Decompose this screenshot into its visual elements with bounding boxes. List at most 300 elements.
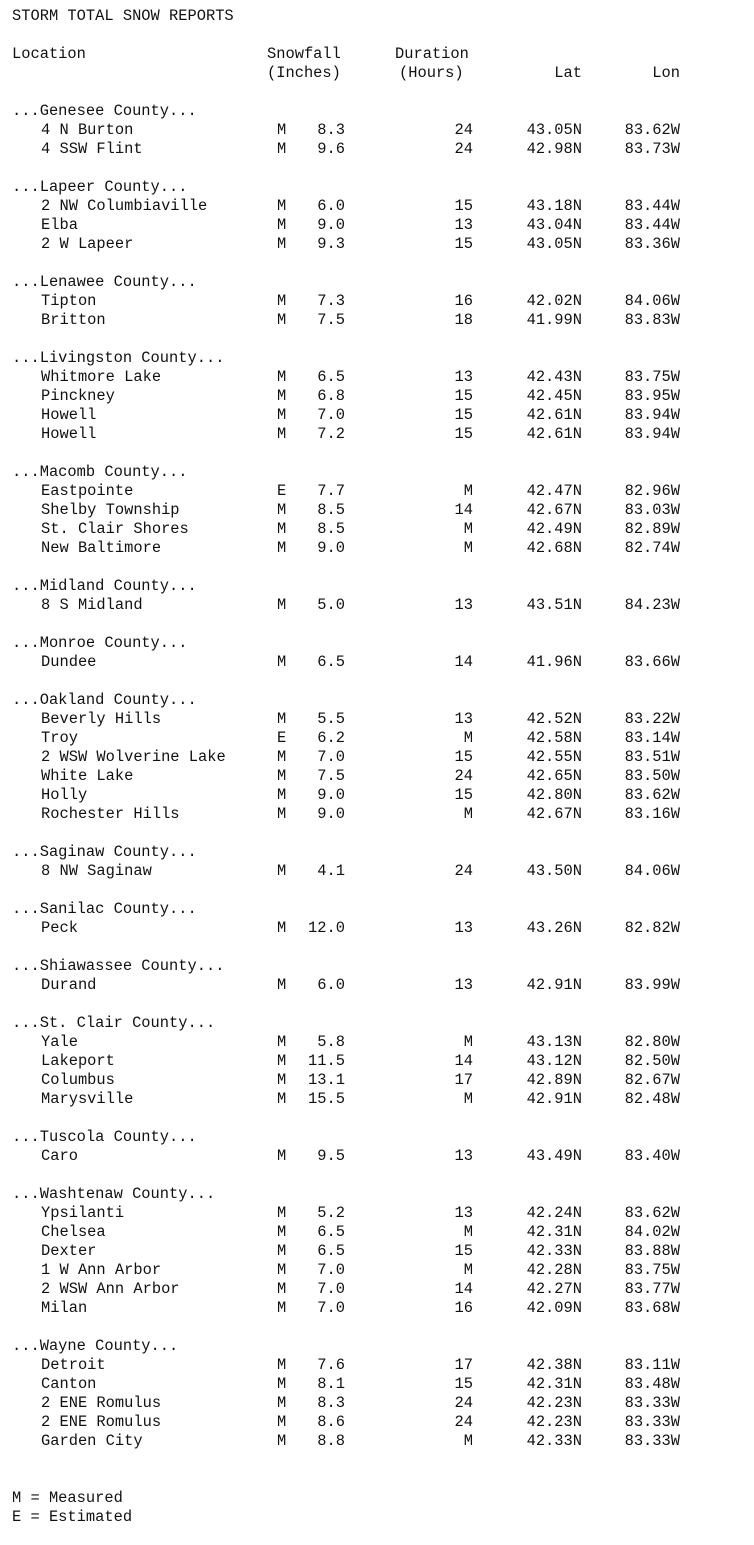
report-location: Howell bbox=[41, 406, 97, 424]
report-location: Elba bbox=[41, 216, 78, 234]
report-location: Britton bbox=[41, 311, 106, 329]
report-lon: 83.33W bbox=[624, 1413, 680, 1431]
report-lon: 83.62W bbox=[624, 786, 680, 804]
report-flag: M bbox=[277, 292, 287, 310]
report-lon: 83.22W bbox=[624, 710, 680, 728]
report-lon: 83.77W bbox=[624, 1280, 680, 1298]
county-block bbox=[12, 558, 742, 615]
report-row bbox=[12, 1204, 742, 1223]
report-lon: 84.06W bbox=[624, 862, 680, 880]
report-snowfall: 9.0 bbox=[317, 786, 345, 804]
blank-line bbox=[12, 938, 742, 957]
report-flag: M bbox=[277, 501, 287, 519]
report-snowfall: 9.0 bbox=[317, 539, 345, 557]
report-lon: 83.11W bbox=[624, 1356, 680, 1374]
report-duration: 18 bbox=[454, 311, 473, 329]
county-name: ...Shiawassee County... bbox=[12, 957, 225, 975]
report-lat: 43.51N bbox=[526, 596, 582, 614]
report-location: Dundee bbox=[41, 653, 97, 671]
report-lon: 82.67W bbox=[624, 1071, 680, 1089]
report-row bbox=[12, 1432, 742, 1451]
report-flag: M bbox=[277, 862, 287, 880]
county-block bbox=[12, 824, 742, 881]
report-duration: 13 bbox=[454, 1147, 473, 1165]
county-block bbox=[12, 1166, 742, 1318]
report-row bbox=[12, 387, 742, 406]
county-name: ...Midland County... bbox=[12, 577, 197, 595]
report-lon: 83.44W bbox=[624, 197, 680, 215]
blank-line bbox=[12, 1318, 742, 1337]
report-lon: 83.36W bbox=[624, 235, 680, 253]
report-snowfall: 7.0 bbox=[317, 1261, 345, 1279]
report-location: Columbus bbox=[41, 1071, 115, 1089]
report-flag: M bbox=[277, 235, 287, 253]
report-row bbox=[12, 1280, 742, 1299]
report-lon: 83.16W bbox=[624, 805, 680, 823]
report-lon: 82.80W bbox=[624, 1033, 680, 1051]
report-duration: 14 bbox=[454, 1052, 473, 1070]
report-lat: 42.38N bbox=[526, 1356, 582, 1374]
report-snowfall: 8.5 bbox=[317, 520, 345, 538]
report-row bbox=[12, 596, 742, 615]
legend-measured-text: M = Measured bbox=[12, 1489, 123, 1507]
header-row-1 bbox=[12, 45, 742, 64]
blank-line bbox=[12, 254, 742, 273]
report-flag: M bbox=[277, 767, 287, 785]
report-location: Caro bbox=[41, 1147, 78, 1165]
report-row bbox=[12, 1033, 742, 1052]
blank-line bbox=[12, 824, 742, 843]
report-snowfall: 6.5 bbox=[317, 368, 345, 386]
report-duration: 17 bbox=[454, 1071, 473, 1089]
report-flag: M bbox=[277, 121, 287, 139]
report-duration: 24 bbox=[454, 121, 473, 139]
report-lat: 42.31N bbox=[526, 1223, 582, 1241]
report-lat: 43.26N bbox=[526, 919, 582, 937]
county-name: ...Lenawee County... bbox=[12, 273, 197, 291]
county-block bbox=[12, 1109, 742, 1166]
report-lat: 42.68N bbox=[526, 539, 582, 557]
report-flag: M bbox=[277, 919, 287, 937]
report-snowfall: 7.0 bbox=[317, 748, 345, 766]
report-duration: 24 bbox=[454, 1413, 473, 1431]
report-snowfall: 13.1 bbox=[308, 1071, 345, 1089]
county-name: ...Sanilac County... bbox=[12, 900, 197, 918]
blank-line bbox=[12, 1451, 742, 1470]
report-lat: 41.99N bbox=[526, 311, 582, 329]
report-snowfall: 6.8 bbox=[317, 387, 345, 405]
report-lon: 83.62W bbox=[624, 121, 680, 139]
report-lat: 42.27N bbox=[526, 1280, 582, 1298]
report-flag: E bbox=[277, 482, 287, 500]
report-lat: 42.09N bbox=[526, 1299, 582, 1317]
blank-line bbox=[12, 672, 742, 691]
report-location: Lakeport bbox=[41, 1052, 115, 1070]
county-heading bbox=[12, 1128, 742, 1147]
report-row bbox=[12, 976, 742, 995]
county-heading bbox=[12, 1337, 742, 1356]
report-flag: M bbox=[277, 140, 287, 158]
report-lat: 42.45N bbox=[526, 387, 582, 405]
county-heading bbox=[12, 843, 742, 862]
report-snowfall: 6.0 bbox=[317, 197, 345, 215]
report-row bbox=[12, 406, 742, 425]
county-block bbox=[12, 330, 742, 444]
report-row bbox=[12, 311, 742, 330]
blank-line bbox=[12, 83, 742, 102]
report-row bbox=[12, 292, 742, 311]
report-duration: 15 bbox=[454, 1242, 473, 1260]
report-snowfall: 9.0 bbox=[317, 805, 345, 823]
report-location: 8 NW Saginaw bbox=[41, 862, 152, 880]
report-location: Tipton bbox=[41, 292, 97, 310]
report-snowfall: 6.2 bbox=[317, 729, 345, 747]
report-duration: M bbox=[463, 482, 473, 500]
report-row bbox=[12, 729, 742, 748]
report-snowfall: 9.0 bbox=[317, 216, 345, 234]
county-name: ...Monroe County... bbox=[12, 634, 188, 652]
report-duration: 13 bbox=[454, 368, 473, 386]
report-row bbox=[12, 1394, 742, 1413]
report-lat: 41.96N bbox=[526, 653, 582, 671]
report-snowfall: 8.6 bbox=[317, 1413, 345, 1431]
report-flag: M bbox=[277, 1375, 287, 1393]
report-snowfall: 9.6 bbox=[317, 140, 345, 158]
county-name: ...Genesee County... bbox=[12, 102, 197, 120]
report-location: Canton bbox=[41, 1375, 97, 1393]
report-snowfall: 6.5 bbox=[317, 1223, 345, 1241]
county-block bbox=[12, 938, 742, 995]
county-heading bbox=[12, 102, 742, 121]
report-location: Detroit bbox=[41, 1356, 106, 1374]
report-duration: M bbox=[463, 1223, 473, 1241]
report-lat: 43.13N bbox=[526, 1033, 582, 1051]
county-block bbox=[12, 995, 742, 1109]
report-snowfall: 7.7 bbox=[317, 482, 345, 500]
report-flag: M bbox=[277, 653, 287, 671]
report-location: 4 N Burton bbox=[41, 121, 134, 139]
report-lon: 83.48W bbox=[624, 1375, 680, 1393]
county-name: ...Washtenaw County... bbox=[12, 1185, 216, 1203]
blank-line bbox=[12, 995, 742, 1014]
report-location: White Lake bbox=[41, 767, 134, 785]
report-flag: M bbox=[277, 311, 287, 329]
report-duration: M bbox=[463, 805, 473, 823]
report-lat: 42.28N bbox=[526, 1261, 582, 1279]
report-duration: 15 bbox=[454, 1375, 473, 1393]
snow-report bbox=[12, 7, 742, 1527]
report-row bbox=[12, 653, 742, 672]
county-block bbox=[12, 672, 742, 824]
report-location: Rochester Hills bbox=[41, 805, 180, 823]
report-lat: 43.49N bbox=[526, 1147, 582, 1165]
report-lat: 43.12N bbox=[526, 1052, 582, 1070]
report-duration: 24 bbox=[454, 767, 473, 785]
county-heading bbox=[12, 178, 742, 197]
report-snowfall: 4.1 bbox=[317, 862, 345, 880]
report-flag: M bbox=[277, 786, 287, 804]
report-lon: 83.75W bbox=[624, 1261, 680, 1279]
report-lat: 42.58N bbox=[526, 729, 582, 747]
report-flag: M bbox=[277, 1261, 287, 1279]
report-snowfall: 6.0 bbox=[317, 976, 345, 994]
report-lat: 42.61N bbox=[526, 406, 582, 424]
county-heading bbox=[12, 900, 742, 919]
report-snowfall: 9.3 bbox=[317, 235, 345, 253]
report-lon: 83.75W bbox=[624, 368, 680, 386]
report-row bbox=[12, 767, 742, 786]
county-name: ...Lapeer County... bbox=[12, 178, 188, 196]
report-row bbox=[12, 1375, 742, 1394]
report-location: Yale bbox=[41, 1033, 78, 1051]
report-lon: 83.99W bbox=[624, 976, 680, 994]
report-lat: 42.49N bbox=[526, 520, 582, 538]
report-lon: 82.74W bbox=[624, 539, 680, 557]
report-lat: 43.04N bbox=[526, 216, 582, 234]
report-lat: 42.91N bbox=[526, 976, 582, 994]
report-lat: 42.98N bbox=[526, 140, 582, 158]
report-row bbox=[12, 501, 742, 520]
report-flag: M bbox=[277, 1071, 287, 1089]
legend-estimated bbox=[12, 1508, 742, 1527]
report-duration: 13 bbox=[454, 710, 473, 728]
blank-line bbox=[12, 1166, 742, 1185]
report-duration: 15 bbox=[454, 786, 473, 804]
report-flag: M bbox=[277, 1090, 287, 1108]
report-duration: 13 bbox=[454, 976, 473, 994]
header-location: Location bbox=[12, 45, 86, 63]
report-lon: 83.33W bbox=[624, 1394, 680, 1412]
report-flag: M bbox=[277, 1299, 287, 1317]
report-flag: M bbox=[277, 1413, 287, 1431]
report-lon: 84.06W bbox=[624, 292, 680, 310]
report-lon: 84.23W bbox=[624, 596, 680, 614]
report-location: Eastpointe bbox=[41, 482, 134, 500]
report-lon: 83.03W bbox=[624, 501, 680, 519]
report-duration: 15 bbox=[454, 425, 473, 443]
report-duration: M bbox=[463, 1432, 473, 1450]
report-lon: 83.73W bbox=[624, 140, 680, 158]
report-row bbox=[12, 197, 742, 216]
report-flag: M bbox=[277, 1242, 287, 1260]
report-snowfall: 7.0 bbox=[317, 1280, 345, 1298]
report-row bbox=[12, 1242, 742, 1261]
blank-line bbox=[12, 615, 742, 634]
report-snowfall: 7.3 bbox=[317, 292, 345, 310]
report-duration: 17 bbox=[454, 1356, 473, 1374]
report-title-text: STORM TOTAL SNOW REPORTS bbox=[12, 7, 234, 25]
report-snowfall: 6.5 bbox=[317, 1242, 345, 1260]
report-lat: 42.02N bbox=[526, 292, 582, 310]
report-duration: 14 bbox=[454, 1280, 473, 1298]
report-lat: 42.23N bbox=[526, 1413, 582, 1431]
report-duration: 15 bbox=[454, 406, 473, 424]
report-row bbox=[12, 1299, 742, 1318]
county-heading bbox=[12, 273, 742, 292]
report-location: Pinckney bbox=[41, 387, 115, 405]
report-lat: 42.61N bbox=[526, 425, 582, 443]
report-row bbox=[12, 1052, 742, 1071]
county-heading bbox=[12, 957, 742, 976]
report-flag: M bbox=[277, 406, 287, 424]
report-lon: 83.66W bbox=[624, 653, 680, 671]
report-duration: 24 bbox=[454, 862, 473, 880]
report-lon: 82.50W bbox=[624, 1052, 680, 1070]
county-block bbox=[12, 254, 742, 330]
county-block bbox=[12, 1318, 742, 1451]
report-location: Peck bbox=[41, 919, 78, 937]
report-duration: 15 bbox=[454, 235, 473, 253]
county-name: ...Livingston County... bbox=[12, 349, 225, 367]
report-lon: 83.95W bbox=[624, 387, 680, 405]
report-duration: 16 bbox=[454, 292, 473, 310]
report-row bbox=[12, 1261, 742, 1280]
report-lon: 83.33W bbox=[624, 1432, 680, 1450]
report-duration: M bbox=[463, 1261, 473, 1279]
report-lat: 42.89N bbox=[526, 1071, 582, 1089]
report-snowfall: 11.5 bbox=[308, 1052, 345, 1070]
report-row bbox=[12, 1413, 742, 1432]
report-lon: 82.89W bbox=[624, 520, 680, 538]
county-heading bbox=[12, 577, 742, 596]
report-lat: 42.33N bbox=[526, 1432, 582, 1450]
report-snowfall: 7.0 bbox=[317, 406, 345, 424]
report-snowfall: 5.0 bbox=[317, 596, 345, 614]
report-location: 8 S Midland bbox=[41, 596, 143, 614]
report-flag: M bbox=[277, 387, 287, 405]
report-row bbox=[12, 1223, 742, 1242]
report-row bbox=[12, 539, 742, 558]
report-lon: 83.50W bbox=[624, 767, 680, 785]
report-title bbox=[12, 7, 742, 26]
report-lon: 82.48W bbox=[624, 1090, 680, 1108]
report-duration: 15 bbox=[454, 387, 473, 405]
report-snowfall: 5.8 bbox=[317, 1033, 345, 1051]
report-lat: 42.67N bbox=[526, 501, 582, 519]
report-lat: 43.05N bbox=[526, 235, 582, 253]
report-snowfall: 7.0 bbox=[317, 1299, 345, 1317]
report-flag: M bbox=[277, 710, 287, 728]
report-flag: M bbox=[277, 1432, 287, 1450]
report-lat: 43.18N bbox=[526, 197, 582, 215]
report-flag: M bbox=[277, 1033, 287, 1051]
report-snowfall: 12.0 bbox=[308, 919, 345, 937]
county-name: ...Oakland County... bbox=[12, 691, 197, 709]
report-duration: M bbox=[463, 520, 473, 538]
report-snowfall: 8.8 bbox=[317, 1432, 345, 1450]
report-location: 4 SSW Flint bbox=[41, 140, 143, 158]
county-name: ...Macomb County... bbox=[12, 463, 188, 481]
county-heading bbox=[12, 634, 742, 653]
report-lat: 42.31N bbox=[526, 1375, 582, 1393]
header-duration-unit: (Hours) bbox=[399, 64, 464, 82]
county-heading bbox=[12, 463, 742, 482]
header-row-2 bbox=[12, 64, 742, 83]
report-flag: M bbox=[277, 425, 287, 443]
report-row bbox=[12, 425, 742, 444]
report-duration: 14 bbox=[454, 501, 473, 519]
report-location: Beverly Hills bbox=[41, 710, 162, 728]
report-row bbox=[12, 140, 742, 159]
report-location: 2 W Lapeer bbox=[41, 235, 134, 253]
report-row bbox=[12, 1071, 742, 1090]
report-duration: 24 bbox=[454, 140, 473, 158]
report-location: Shelby Township bbox=[41, 501, 180, 519]
report-location: Ypsilanti bbox=[41, 1204, 125, 1222]
county-name: ...Wayne County... bbox=[12, 1337, 179, 1355]
report-lat: 42.47N bbox=[526, 482, 582, 500]
report-location: Troy bbox=[41, 729, 78, 747]
report-row bbox=[12, 368, 742, 387]
report-flag: M bbox=[277, 748, 287, 766]
report-lat: 42.52N bbox=[526, 710, 582, 728]
blank-line bbox=[12, 26, 742, 45]
report-duration: 13 bbox=[454, 216, 473, 234]
report-flag: M bbox=[277, 539, 287, 557]
report-snowfall: 8.5 bbox=[317, 501, 345, 519]
report-location: 2 ENE Romulus bbox=[41, 1413, 162, 1431]
report-flag: M bbox=[277, 216, 287, 234]
report-flag: M bbox=[277, 197, 287, 215]
report-lon: 83.68W bbox=[624, 1299, 680, 1317]
report-location: Milan bbox=[41, 1299, 88, 1317]
report-flag: M bbox=[277, 1204, 287, 1222]
report-flag: M bbox=[277, 1223, 287, 1241]
blank-line bbox=[12, 1109, 742, 1128]
header-duration: Duration bbox=[395, 45, 469, 63]
report-row bbox=[12, 235, 742, 254]
report-snowfall: 8.3 bbox=[317, 121, 345, 139]
report-snowfall: 7.2 bbox=[317, 425, 345, 443]
report-row bbox=[12, 786, 742, 805]
report-duration: 24 bbox=[454, 1394, 473, 1412]
report-duration: M bbox=[463, 1033, 473, 1051]
report-lat: 43.50N bbox=[526, 862, 582, 880]
report-duration: 15 bbox=[454, 748, 473, 766]
report-snowfall: 7.6 bbox=[317, 1356, 345, 1374]
report-duration: M bbox=[463, 729, 473, 747]
report-row bbox=[12, 1090, 742, 1109]
legend-measured bbox=[12, 1489, 742, 1508]
report-snowfall: 5.5 bbox=[317, 710, 345, 728]
blank-line bbox=[12, 1470, 742, 1489]
report-flag: M bbox=[277, 805, 287, 823]
report-snowfall: 5.2 bbox=[317, 1204, 345, 1222]
report-row bbox=[12, 862, 742, 881]
report-duration: M bbox=[463, 539, 473, 557]
report-lon: 83.62W bbox=[624, 1204, 680, 1222]
county-block bbox=[12, 881, 742, 938]
report-lon: 83.44W bbox=[624, 216, 680, 234]
report-lat: 42.67N bbox=[526, 805, 582, 823]
county-heading bbox=[12, 1185, 742, 1204]
report-location: Howell bbox=[41, 425, 97, 443]
report-lon: 82.82W bbox=[624, 919, 680, 937]
report-row bbox=[12, 520, 742, 539]
report-lat: 42.33N bbox=[526, 1242, 582, 1260]
report-row bbox=[12, 710, 742, 729]
report-flag: E bbox=[277, 729, 287, 747]
report-flag: M bbox=[277, 596, 287, 614]
report-flag: M bbox=[277, 520, 287, 538]
county-heading bbox=[12, 1014, 742, 1033]
report-location: Durand bbox=[41, 976, 97, 994]
report-duration: M bbox=[463, 1090, 473, 1108]
report-lon: 82.96W bbox=[624, 482, 680, 500]
report-flag: M bbox=[277, 1147, 287, 1165]
report-lon: 83.40W bbox=[624, 1147, 680, 1165]
report-duration: 13 bbox=[454, 1204, 473, 1222]
